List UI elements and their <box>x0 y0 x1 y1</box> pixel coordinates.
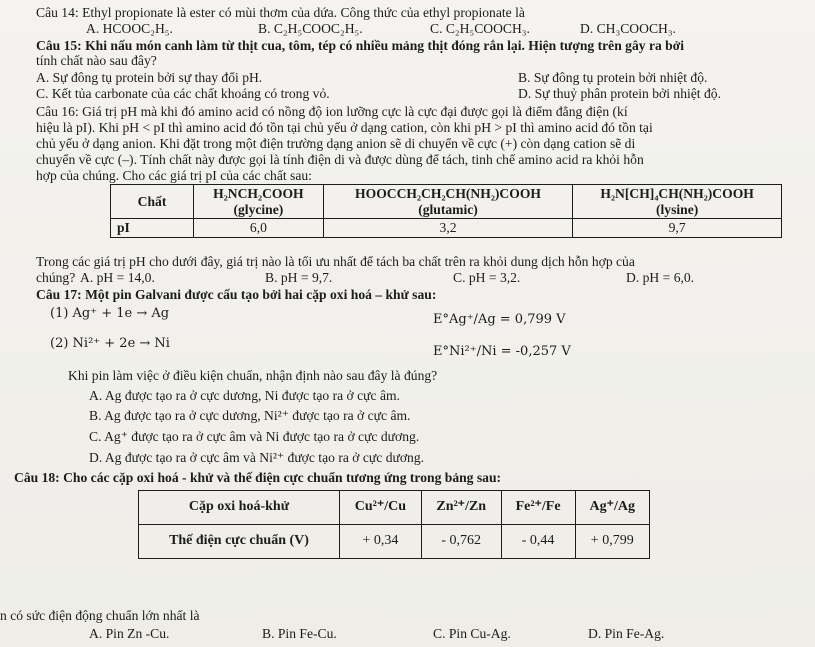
q16-after-line2: chúng? <box>36 270 76 285</box>
table-header-cell: Cu²⁺/Cu <box>340 491 422 525</box>
table-header-cell <box>573 185 782 219</box>
q17-potential-1: E°Ag⁺/Ag = 0,799 V <box>433 312 566 327</box>
table-row-label: Chất <box>111 185 194 219</box>
q17-stem: Câu 17: Một pin Galvani được cấu tạo bởi hai cặp oxi hoá – khử sau: <box>36 287 437 302</box>
table-cell: + 0,799 <box>575 525 650 559</box>
q15-option-a[interactable]: A. Sự đông tụ protein bởi sự thay đổi pH. <box>36 70 263 85</box>
compound-name: (glutamic) <box>418 201 478 217</box>
table-header-cell: Fe²⁺/Fe <box>501 491 575 525</box>
q15-option-d[interactable]: D. Sự thuỷ phân protein bởi nhiệt độ. <box>518 86 721 101</box>
q18-tail: n có sức điện động chuẩn lớn nhất là <box>0 608 200 623</box>
table-row-label: Cặp oxi hoá-khử <box>139 491 340 525</box>
table-header-cell <box>323 185 572 219</box>
q16-option-a[interactable]: A. pH = 14,0. <box>80 270 155 285</box>
q18-stem: Câu 18: Cho các cặp oxi hoá - khử và thế điện cực chuẩn tương ứng trong bảng sau: <box>14 470 502 485</box>
q18-option-d[interactable]: D. Pin Fe-Ag. <box>588 626 665 641</box>
q14-option-b[interactable]: B. C₂H₅COOC₂H₅. <box>258 21 363 36</box>
q16-line-1: Câu 16: Giá trị pH mà khi đó amino acid có nồng độ ion lưỡng cực là cực đại được gọi là điểm đẳng điện (kí <box>36 104 628 119</box>
q15-option-b[interactable]: B. Sự đông tụ protein bởi nhiệt độ. <box>518 70 708 85</box>
table-row <box>111 219 782 238</box>
q17-potential-2: E°Ni²⁺/Ni = -0,257 V <box>433 344 571 359</box>
q17-option-c[interactable]: C. Ag⁺ được tạo ra ở cực âm và Ni được tạo ra ở cực dương. <box>89 429 420 444</box>
q17-option-b[interactable]: B. Ag được tạo ra ở cực dương, Ni²⁺ được tạo ra ở cực âm. <box>89 408 411 423</box>
q16-line-3: chủ yếu ở dạng anion. Khi đặt trong một điện trường dạng anion sẽ di chuyển về cực (+) còn dạng cation sẽ di <box>36 136 636 151</box>
q15-option-c[interactable]: C. Kết tủa carbonate của các chất khoáng có trong vỏ. <box>36 86 330 101</box>
table-cell: 6,0 <box>194 219 324 238</box>
table-header-cell: Ag⁺/Ag <box>575 491 650 525</box>
table-cell: + 0,34 <box>340 525 422 559</box>
q15-stem-line1: Câu 15: Khi nấu món canh làm từ thịt cua, tôm, tép có nhiều mảng thịt đóng rắn lại. Hiện tượng trên gây ra bởi <box>36 38 685 53</box>
compound-name: (lysine) <box>655 201 699 217</box>
compound-formula: H₂N[CH]₄CH(NH₂)COOH <box>600 186 754 201</box>
q14-option-c[interactable]: C. C₂H₅COOCH₃. <box>430 21 530 36</box>
table-cell: 9,7 <box>573 219 782 238</box>
q16-line-5: hợp của chúng. Cho các giá trị pI của các chất sau: <box>36 168 312 183</box>
q16-option-c[interactable]: C. pH = 3,2. <box>453 270 521 285</box>
compound-formula: HOOCCH₂CH₂CH(NH₂)COOH <box>355 186 541 201</box>
q18-option-a[interactable]: A. Pin Zn -Cu. <box>89 626 170 641</box>
table-header-cell <box>194 185 324 219</box>
table-cell: 3,2 <box>323 219 572 238</box>
q18-option-b[interactable]: B. Pin Fe-Cu. <box>262 626 337 641</box>
compound-name: (glycine) <box>233 201 284 217</box>
table-row-label: pI <box>111 219 194 238</box>
q14-stem: Câu 14: Ethyl propionate là ester có mùi thơm của dứa. Công thức của ethyl propionate là <box>36 5 525 20</box>
table-row-label: Thế điện cực chuẩn (V) <box>139 525 340 559</box>
q17-question: Khi pin làm việc ở điều kiện chuẩn, nhận định nào sau đây là đúng? <box>68 368 438 383</box>
q14-option-a[interactable]: A. HCOOC₂H₅. <box>86 21 173 36</box>
table-row <box>139 525 650 559</box>
table-header-cell: Zn²⁺/Zn <box>421 491 501 525</box>
table-cell: - 0,44 <box>501 525 575 559</box>
q18-potential-table <box>138 490 650 559</box>
q17-reaction-2: (2) Ni²⁺ + 2e → Ni <box>50 336 170 351</box>
q17-option-d[interactable]: D. Ag được tạo ra ở cực âm và Ni²⁺ được tạo ra ở cực dương. <box>89 450 425 465</box>
q14-option-d[interactable]: D. CH₃COOCH₃. <box>580 21 676 36</box>
table-row <box>111 185 782 219</box>
q16-line-2: hiệu là pI). Khi pH < pI thì amino acid đó tồn tại chủ yếu ở dạng cation, còn khi pH > pI thì amino acid đó tồn tại <box>36 120 653 135</box>
q16-after-line1: Trong các giá trị pH cho dưới đây, giá trị nào là tối ưu nhất để tách ba chất trên ra khỏi dung dịch hỗn hợp của <box>36 254 635 269</box>
q17-option-a[interactable]: A. Ag được tạo ra ở cực dương, Ni được tạo ra ở cực âm. <box>89 388 400 403</box>
q16-line-4: chuyển về cực (–). Tính chất này được gọi là tính điện di và được dùng để tách, tinh chế amino acid ra khỏi hỗn <box>36 152 644 167</box>
q16-option-b[interactable]: B. pH = 9,7. <box>265 270 333 285</box>
compound-formula: H₂NCH₂COOH <box>213 186 304 201</box>
q15-stem-line2: tính chất nào sau đây? <box>36 53 157 68</box>
q16-pi-table <box>110 184 782 238</box>
q18-option-c[interactable]: C. Pin Cu-Ag. <box>433 626 511 641</box>
q16-option-d[interactable]: D. pH = 6,0. <box>626 270 695 285</box>
table-cell: - 0,762 <box>421 525 501 559</box>
q17-reaction-1: (1) Ag⁺ + 1e → Ag <box>50 306 170 321</box>
table-row <box>139 491 650 525</box>
